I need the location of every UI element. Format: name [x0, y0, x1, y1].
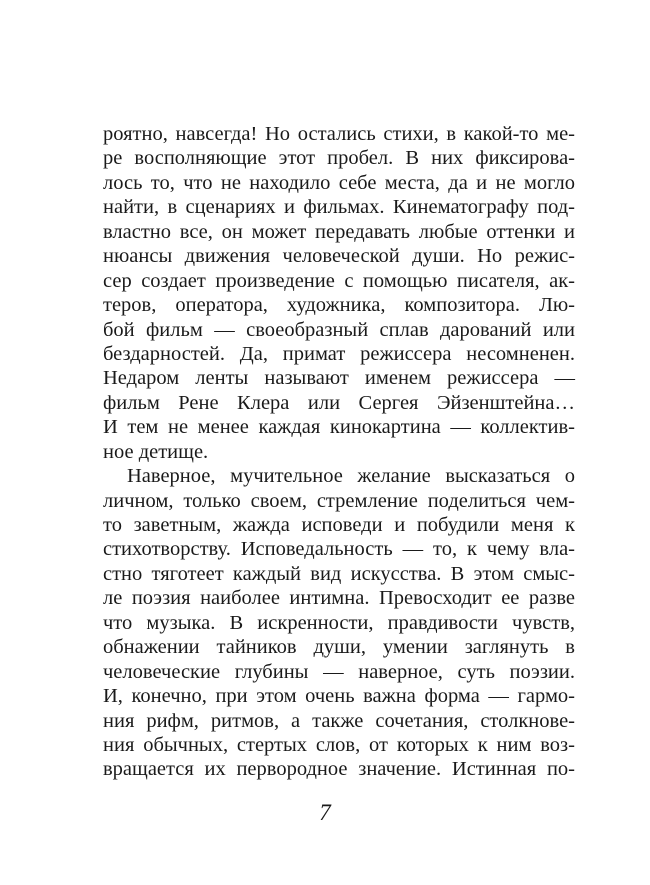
text-line: сер создает произведение с помощью писателя, ак- — [103, 269, 575, 292]
text-line: человеческие глубины — наверное, суть поэзии. — [103, 660, 575, 683]
text-line: ное детище. — [103, 440, 209, 463]
text-line: теров, оператора, художника, композитора. Лю- — [103, 294, 575, 317]
text-line: роятно, навсегда! Но остались стихи, в какой-то ме- — [103, 123, 575, 145]
text-line: найти, в сценариях и фильмах. Кинематографу под- — [103, 196, 575, 219]
text-line: И тем не менее каждая кинокартина — коллектив- — [103, 416, 575, 439]
text-line: что музыка. В искренности, правдивости чувств, — [103, 611, 575, 634]
text-line: властно все, он может передавать любые оттенки и — [103, 220, 575, 243]
page-body — [103, 122, 575, 782]
text-line: ле поэзия наиболее интимна. Превосходит ее разве — [103, 587, 575, 610]
text-line: Наверное, мучительное желание высказаться о — [127, 465, 575, 488]
paragraph-1 — [103, 122, 575, 464]
text-line: стихотворству. Исповедальность — то, к чему вла- — [103, 538, 575, 561]
text-line: И, конечно, при этом очень важна форма — гармо- — [103, 685, 575, 708]
text-line: личном, только своем, стремление поделиться чем- — [103, 489, 575, 512]
text-line: обнажении тайников души, умении заглянуть в — [103, 636, 575, 659]
text-line: лось то, что не находило себе места, да и не могло — [103, 171, 575, 194]
text-line: нюансы движения человеческой души. Но режис- — [103, 245, 575, 268]
text-line: Недаром ленты называют именем режиссера — — [103, 367, 575, 390]
text-line: ре восполняющие этот пробел. В них фиксирова- — [103, 147, 575, 170]
text-line: вращается их первородное значение. Истинная по- — [103, 758, 575, 781]
page-number: 7 — [319, 800, 331, 825]
text-line: то заветным, жажда исповеди и побудили меня к — [103, 514, 575, 536]
text-line: ния рифм, ритмов, а также сочетания, столкнове- — [103, 709, 575, 732]
paragraph-2 — [103, 464, 575, 782]
text-line: ния обычных, стертых слов, от которых к ним воз- — [103, 733, 575, 756]
text-line: бой фильм — своеобразный сплав дарований или — [103, 318, 575, 341]
text-line: стно тяготеет каждый вид искусства. В этом смыс- — [103, 562, 575, 585]
text-line: фильм Рене Клера или Сергея Эйзенштейна… — [103, 391, 575, 414]
text-line: бездарностей. Да, примат режиссера несомненен. — [103, 342, 575, 365]
